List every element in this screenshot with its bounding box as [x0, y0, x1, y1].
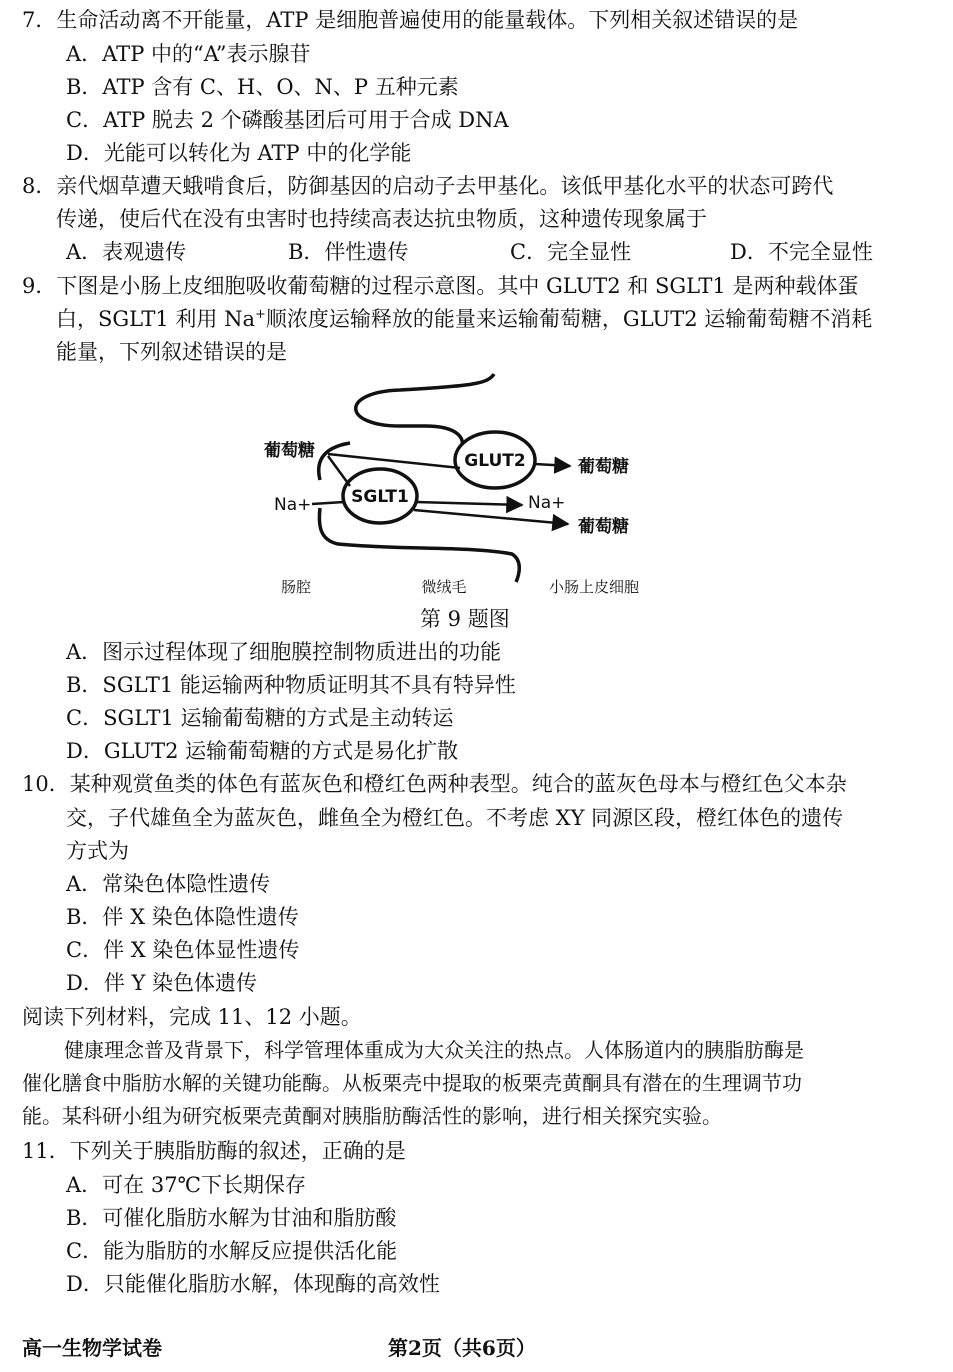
microvilli-label: 微绒毛 [421, 578, 467, 596]
q9-stem-line3: 能量，下列叙述错误的是 [56, 340, 287, 364]
q9-stem-line1: 9．下图是小肠上皮细胞吸收葡萄糖的过程示意图。其中 GLUT2 和 SGLT1 是两种载体蛋 [22, 274, 859, 298]
q10-option-a: A．常染色体隐性遗传 [66, 872, 271, 896]
q9-na-superscript: + [255, 307, 266, 322]
footer-page-number: 第2页（共6页） [388, 1336, 536, 1360]
q7-stem: 7．生命活动离不开能量，ATP 是细胞普遍使用的能量载体。下列相关叙述错误的是 [22, 8, 799, 32]
sglt1-label: SGLT1 [351, 487, 409, 507]
footer-exam-title: 高一生物学试卷 [22, 1336, 162, 1360]
q9-option-c: C．SGLT1 运输葡萄糖的方式是主动转运 [66, 706, 454, 730]
q7-option-b: B．ATP 含有 C、H、O、N、P 五种元素 [66, 75, 459, 99]
q8-option-d: D．不完全显性 [730, 240, 873, 264]
glucose-in-line-1 [328, 454, 460, 468]
reading-paragraph-line3: 能。某科研小组为研究板栗壳黄酮对胰脂肪酶活性的影响，进行相关探究实验。 [22, 1104, 722, 1128]
q7-option-d: D．光能可以转化为 ATP 中的化学能 [66, 141, 412, 165]
reading-paragraph-line2: 催化膳食中脂肪水解的关键功能酶。从板栗壳中提取的板栗壳黄酮具有潜在的生理调节功 [22, 1071, 802, 1095]
q11-option-d: D．只能催化脂肪水解，体现酶的高效性 [66, 1272, 440, 1296]
epithelial-cell-label: 小肠上皮细胞 [548, 578, 640, 596]
q11-option-b: B．可催化脂肪水解为甘油和脂肪酸 [66, 1206, 397, 1230]
na-left-label: Na+ [274, 495, 312, 515]
intestinal-lumen-label: 肠腔 [280, 578, 312, 596]
q9-option-d: D．GLUT2 运输葡萄糖的方式是易化扩散 [66, 739, 459, 763]
glut2-glucose-out-arrow [535, 464, 570, 466]
q10-stem-line1: 10．某种观赏鱼类的体色有蓝灰色和橙红色两种表型。纯合的蓝灰色母本与橙红色父本杂 [22, 772, 847, 796]
glucose-in-line-2 [328, 456, 350, 486]
q9-figure-caption: 第 9 题图 [420, 607, 510, 631]
q10-option-b: B．伴 X 染色体隐性遗传 [66, 905, 299, 929]
q7-option-a: A．ATP 中的“A”表示腺苷 [66, 42, 311, 66]
reading-intro: 阅读下列材料，完成 11、12 小题。 [22, 1005, 362, 1029]
glucose-left-label: 葡萄糖 [264, 441, 315, 461]
q8-option-b: B．伴性遗传 [288, 240, 409, 264]
q9-stem-line2 [56, 304, 872, 334]
q8-stem-line1: 8．亲代烟草遭天蛾啃食后，防御基因的启动子去甲基化。该低甲基化水平的状态可跨代 [22, 174, 834, 198]
na-in-line [312, 502, 344, 504]
glucose-right-top-label: 葡萄糖 [578, 457, 629, 477]
q10-option-c: C．伴 X 染色体显性遗传 [66, 938, 300, 962]
q11-stem: 11．下列关于胰脂肪酶的叙述，正确的是 [22, 1139, 406, 1163]
q9-option-a: A．图示过程体现了细胞膜控制物质进出的功能 [66, 640, 502, 664]
q9-diagram [250, 368, 670, 604]
q9-stem-line2-part1: 白，SGLT1 利用 Na [56, 307, 256, 331]
q7-option-c: C．ATP 脱去 2 个磷酸基团后可用于合成 DNA [66, 108, 509, 132]
na-right-label: Na+ [528, 493, 566, 513]
q9-stem-line2-part2: 顺浓度运输释放的能量来运输葡萄糖，GLUT2 运输葡萄糖不消耗 [265, 307, 873, 331]
q10-stem-line2: 交，子代雄鱼全为蓝灰色，雌鱼全为橙红色。不考虑 XY 同源区段，橙红体色的遗传 [66, 806, 844, 830]
q10-option-d: D．伴 Y 染色体遗传 [66, 971, 258, 995]
q8-option-a: A．表观遗传 [66, 240, 187, 264]
glucose-right-bottom-label: 葡萄糖 [578, 517, 629, 537]
q8-stem-line2: 传递，使后代在没有虫害时也持续高表达抗虫物质，这种遗传现象属于 [56, 207, 707, 231]
glut2-label: GLUT2 [464, 451, 526, 471]
q11-option-c: C．能为脂肪的水解反应提供活化能 [66, 1239, 398, 1263]
sglt1-na-out-arrow [416, 502, 522, 505]
q8-option-c: C．完全显性 [510, 240, 632, 264]
q10-stem-line3: 方式为 [66, 839, 129, 863]
reading-paragraph-line1: 健康理念普及背景下，科学管理体重成为大众关注的热点。人体肠道内的胰脂肪酶是 [64, 1038, 804, 1062]
q11-option-a: A．可在 37℃下长期保存 [66, 1173, 307, 1197]
q9-option-b: B．SGLT1 能运输两种物质证明其不具有特异性 [66, 673, 516, 697]
